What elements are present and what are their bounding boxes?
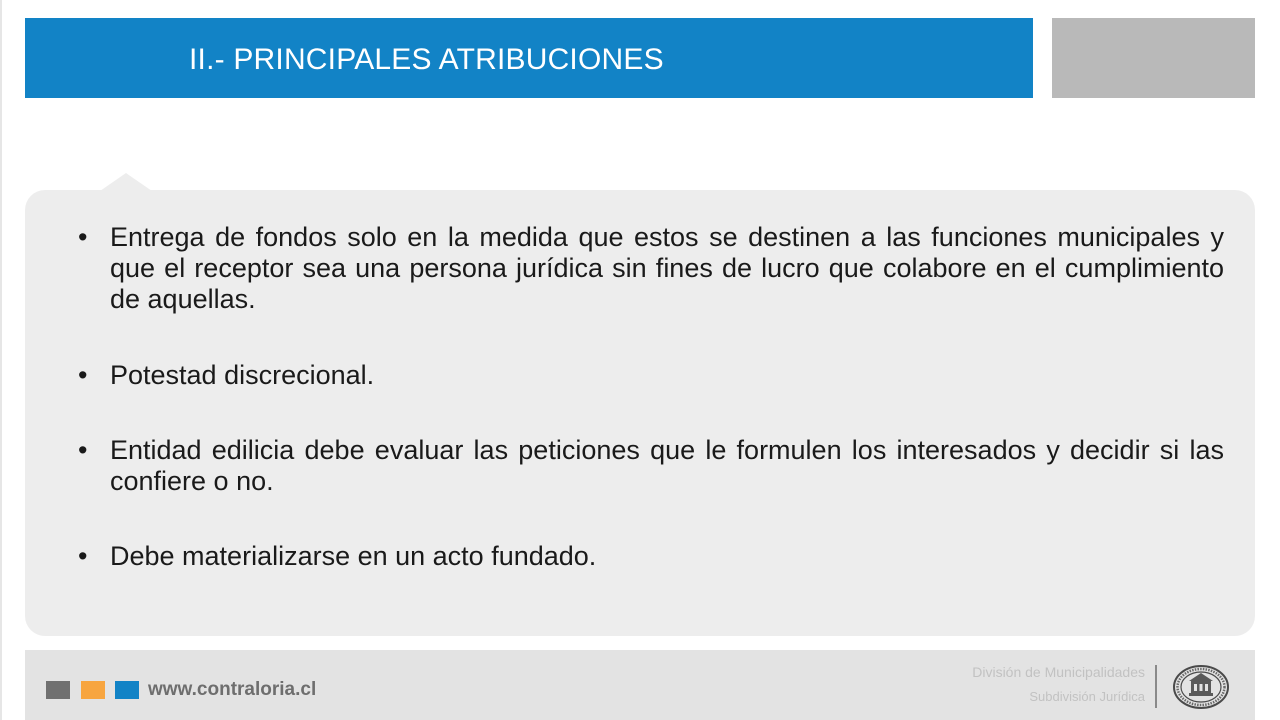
subdivision-label: Subdivisión Jurídica — [1029, 689, 1145, 704]
division-label: División de Municipalidades — [972, 664, 1145, 680]
seal-icon — [1172, 664, 1230, 710]
title-bar — [25, 18, 1033, 98]
slide-title: II.- PRINCIPALES ATRIBUCIONES — [189, 43, 664, 76]
bullet-list — [78, 222, 1224, 572]
bullet-item — [78, 360, 1224, 391]
orange-square-icon — [81, 681, 105, 699]
bullet-dot: • — [78, 435, 88, 465]
bullet-dot: • — [78, 360, 88, 390]
gray-square-icon — [46, 681, 70, 699]
website-link[interactable]: www.contraloria.cl — [148, 679, 317, 700]
decorative-gray-box — [1052, 18, 1255, 98]
blue-square-icon — [115, 681, 139, 699]
bullet-item — [78, 541, 1224, 572]
bullet-dot: • — [78, 222, 88, 252]
panel-pointer — [100, 173, 152, 191]
bullet-text: Potestad discrecional. — [110, 360, 375, 390]
left-edge-line — [0, 0, 2, 720]
bullet-item — [78, 222, 1224, 315]
bullet-item — [78, 435, 1224, 497]
bullet-text: Debe materializarse en un acto fundado. — [110, 541, 597, 571]
bullet-text: Entrega de fondos solo en la medida que estos se destinen a las funciones municipales y que el receptor sea una persona jurídica sin fines de lucro que colabore en el cumplimiento de aquellas. — [110, 222, 1224, 314]
bullet-text: Entidad edilicia debe evaluar las peticiones que le formulen los interesados y decidir si las confiere o no. — [110, 435, 1224, 496]
bullet-dot: • — [78, 541, 88, 571]
footer-bar — [25, 650, 1255, 720]
footer-separator — [1155, 665, 1157, 708]
